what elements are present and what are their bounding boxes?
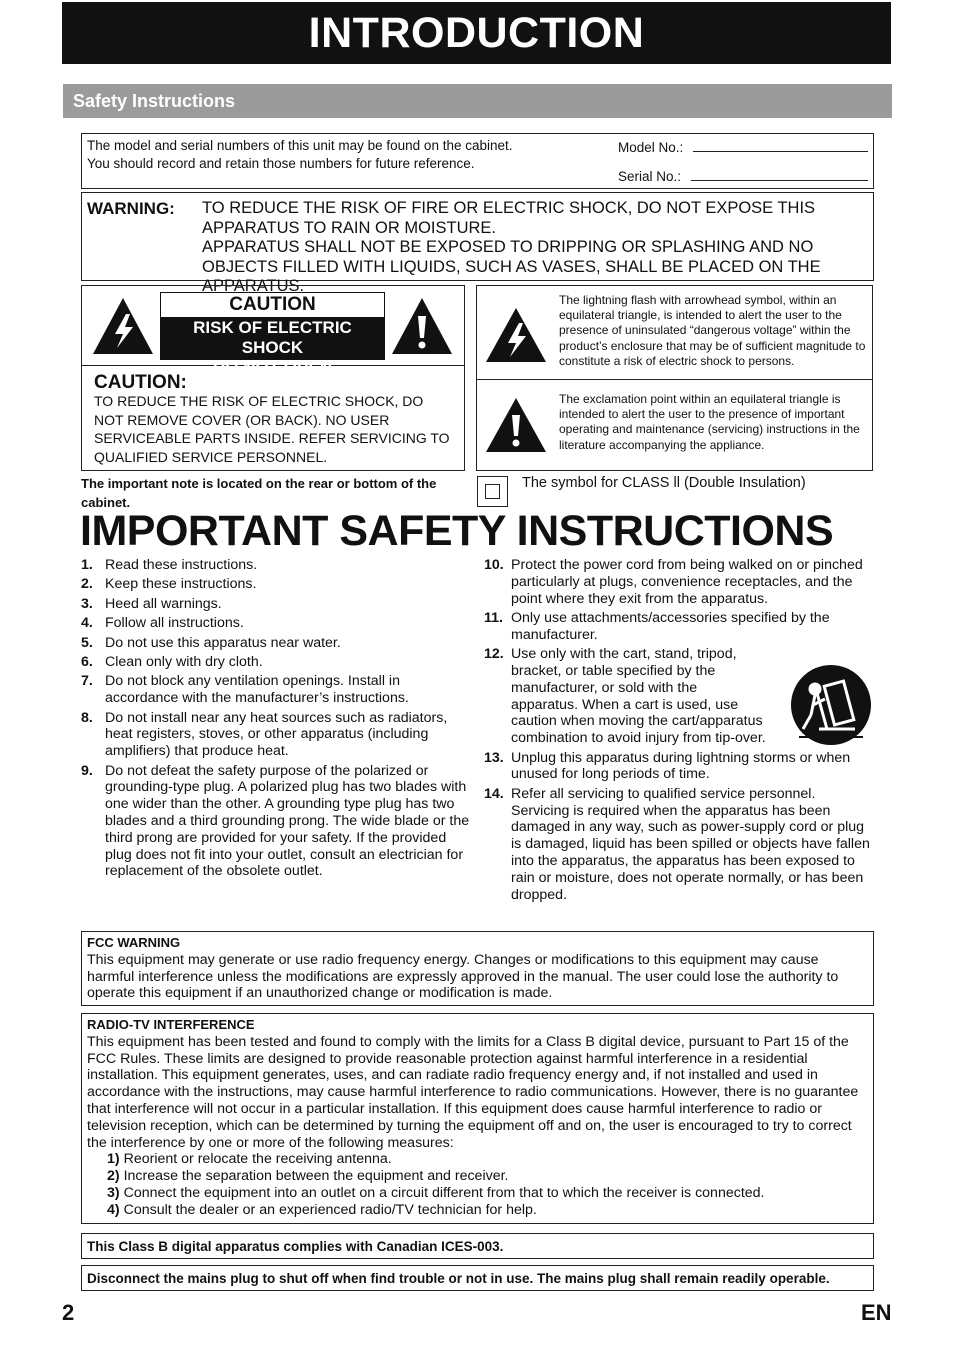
list-item [484, 557, 874, 607]
item-number: 2. [81, 576, 93, 593]
radio-tv-title: RADIO-TV INTERFERENCE [87, 1017, 255, 1032]
warning-box [81, 192, 874, 295]
measure-text: Connect the equipment into an outlet on a circuit different from that to which the receiver is connected. [123, 1184, 765, 1201]
item-text: Clean only with dry cloth. [105, 653, 263, 670]
fcc-title: FCC WARNING [87, 935, 181, 950]
lightning-triangle-icon [91, 296, 155, 356]
exclamation-triangle-icon [484, 396, 548, 454]
page-title: INTRODUCTION [62, 2, 891, 64]
caution-box [81, 285, 465, 471]
list-item [81, 763, 471, 881]
measure-text: Increase the separation between the equipment and receiver. [123, 1168, 509, 1185]
warning-line2: APPARATUS SHALL NOT BE EXPOSED TO DRIPPING OR SPLASHING AND NO OBJECTS FILLED WITH LIQUIDS, SUCH AS VASES, SHALL BE PLACED ON THE APPARATUS. [202, 238, 821, 295]
language-code: EN [861, 1300, 892, 1325]
item-number: 12. [484, 646, 504, 663]
ices-notice: This Class B digital apparatus complies with Canadian ICES-003. [81, 1233, 874, 1259]
mains-notice: Disconnect the mains plug to shut off when find trouble or not in use. The mains plug shall remain readily operable. [81, 1265, 874, 1291]
radio-tv-box [81, 1013, 874, 1224]
list-item [484, 750, 874, 784]
item-text: Protect the power cord from being walked on or pinched particularly at plugs, convenience receptacles, and the point where they exit from the apparatus. [511, 557, 863, 607]
list-item [81, 596, 471, 613]
item-text: Keep these instructions. [105, 576, 257, 593]
warning-line1: TO REDUCE THE RISK OF FIRE OR ELECTRIC SHOCK, DO NOT EXPOSE THIS APPARATUS TO RAIN OR MOISTURE. [202, 199, 816, 237]
item-number: 7. [81, 673, 93, 690]
caution-text: TO REDUCE THE RISK OF ELECTRIC SHOCK, DO NOT REMOVE COVER (OR BACK). NO USER SERVICEABLE PARTS INSIDE. REFER SERVICING TO QUALIFIED SERVICE PERSONNEL. [94, 393, 450, 465]
item-number: 9. [81, 762, 93, 779]
serial-no-line [691, 169, 868, 181]
item-text: Heed all warnings. [105, 595, 222, 612]
model-serial-box [81, 133, 874, 189]
item-number: 13. [484, 749, 504, 766]
measure-number: 3) [107, 1184, 120, 1201]
important-note: The important note is located on the rear or bottom of the cabinet. [81, 476, 437, 510]
instructions-list-left [81, 557, 471, 883]
symbols-box [476, 285, 873, 471]
measure-item [87, 1202, 868, 1219]
list-item [81, 557, 471, 574]
exclamation-symbol-text: The exclamation point within an equilateral triangle is intended to alert the user to the presence of important operating and maintenance (servicing) instructions in the literature accompanying the appliance. [559, 392, 860, 452]
caution-label-body [161, 317, 384, 377]
instructions-title: IMPORTANT SAFETY INSTRUCTIONS [80, 507, 834, 555]
exclamation-triangle-icon [390, 296, 454, 356]
item-number: 14. [484, 785, 504, 802]
measure-text: Reorient or relocate the receiving antenna. [123, 1151, 392, 1168]
item-text: Follow all instructions. [105, 615, 244, 632]
page-number: 2 [62, 1300, 75, 1325]
cart-warning-icon [789, 663, 873, 747]
model-note-line1: The model and serial numbers of this unit may be found on the cabinet. [87, 138, 513, 153]
model-no-line [693, 140, 868, 152]
list-item [81, 654, 471, 671]
fcc-text: This equipment may generate or use radio frequency energy. Changes or modifications to this equipment may cause harmful interference unless the modifications are expressly approved in the manual. The user could lose the authority to operate this equipment if an unauthorized change or modification is made. [87, 951, 839, 1002]
item-number: 5. [81, 634, 93, 651]
caution-label-line1: RISK OF ELECTRIC SHOCK [193, 318, 352, 357]
item-number: 10. [484, 557, 504, 573]
radio-tv-text: This equipment has been tested and found to comply with the limits for a Class B digital device, pursuant to Part 15 of the FCC Rules. These limits are designed to provide reasonable protection against harmful interference in a residential installation. This equipment generates, uses, and can radiate radio frequency energy and, if not installed and used in accordance with the instructions, may cause harmful interference to radio communications. However, there is no guarantee that interference will not occur in a particular installation. If this equipment does cause harmful interference to radio or television reception, which can be determined by turning the equipment off and on, the user is encouraged to try to correct the interference by one or more of the following measures: [87, 1033, 859, 1151]
list-item [484, 610, 874, 644]
double-insulation-icon [477, 476, 508, 507]
measure-number: 4) [107, 1201, 120, 1218]
item-text: Do not defeat the safety purpose of the polarized or grounding-type plug. A polarized plug has two blades with one wider than the other. A grounding type plug has two blades and a third grounding prong. The wide blade or the third prong are provided for your safety. If the provided plug does not fit into your outlet, consult an electrician for replacement of the obsolete outlet. [105, 762, 470, 880]
model-serial-note [87, 137, 513, 173]
measure-item [87, 1151, 868, 1168]
item-number: 1. [81, 557, 93, 573]
caution-title: CAUTION: [94, 372, 187, 393]
item-number: 4. [81, 615, 93, 632]
measure-number: 2) [107, 1168, 120, 1185]
section-title: Safety Instructions [63, 84, 892, 118]
list-item [81, 615, 471, 632]
list-item [81, 576, 471, 593]
item-text: Do not use this apparatus near water. [105, 634, 341, 651]
lightning-symbol-text: The lightning flash with arrowhead symbol, within an equilateral triangle, is intended to alert the user to the presence of uninsulated “dangerous voltage” within the product’s enclosure that may be of sufficient magnitude to constitute a risk of electric shock to persons. [559, 293, 866, 368]
item-text: Read these instructions. [105, 557, 258, 573]
list-item [81, 673, 471, 707]
exclamation-symbol-row [477, 380, 872, 470]
item-text: Do not block any ventilation openings. Install in accordance with the manufacturer’s instructions. [105, 673, 409, 707]
caution-label [160, 292, 385, 377]
item-text: Refer all servicing to qualified service personnel. Servicing is required when the apparatus has been damaged in any way, such as power-supply cord or plug is damaged, liquid has been spilled or objects have fallen into the apparatus, the apparatus has been exposed to rain or moisture, does not operate normally, or has been dropped. [511, 785, 870, 903]
serial-no-label: Serial No.: [618, 169, 682, 184]
measure-number: 1) [107, 1151, 120, 1168]
caution-label-head: CAUTION [229, 294, 316, 315]
item-text: Use only with the cart, stand, tripod, bracket, or table specified by the manufacturer, or sold with the apparatus. When a cart is used, use caution when moving the cart/apparatus combination to avoid injury from tip-over. [511, 646, 766, 747]
fcc-warning-box [81, 931, 874, 1006]
class2-text: The symbol for CLASS ll (Double Insulation) [522, 475, 806, 491]
caution-label-line2: DO NOT OPEN [212, 358, 332, 377]
measure-item [87, 1185, 868, 1202]
caution-label-area [82, 286, 464, 377]
model-no-label: Model No.: [618, 140, 684, 155]
list-item [484, 786, 874, 904]
model-note-line2: You should record and retain those numbers for future reference. [87, 156, 475, 171]
list-item [81, 635, 471, 652]
item-text: Only use attachments/accessories specified by the manufacturer. [511, 609, 830, 643]
item-text: Unplug this apparatus during lightning storms or when unused for long periods of time. [511, 749, 851, 783]
item-number: 11. [484, 609, 503, 626]
item-text: Do not install near any heat sources such as radiators, heat registers, stoves, or other apparatus (including amplifiers) that produce heat. [105, 709, 448, 760]
item-number: 8. [81, 709, 93, 726]
item-number: 3. [81, 595, 93, 612]
list-item [81, 710, 471, 760]
model-serial-fields [618, 137, 868, 184]
warning-label: WARNING: [87, 199, 175, 218]
measure-item [87, 1168, 868, 1185]
lightning-triangle-icon [484, 306, 548, 364]
measure-text: Consult the dealer or an experienced radio/TV technician for help. [123, 1201, 537, 1218]
warning-text [202, 199, 870, 297]
item-number: 6. [81, 653, 93, 670]
lightning-symbol-row [477, 286, 872, 380]
